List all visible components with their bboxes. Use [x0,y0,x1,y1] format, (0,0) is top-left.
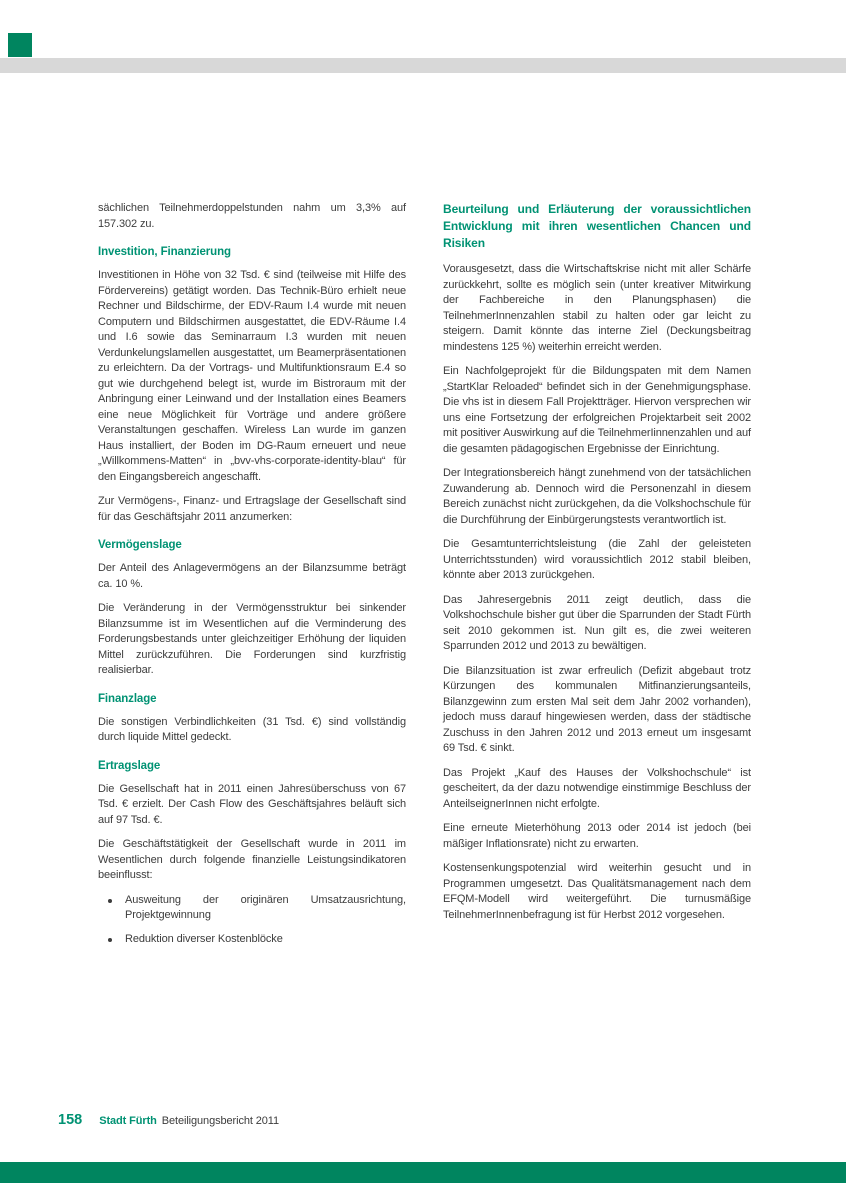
body-paragraph: Der Integrationsbereich hängt zunehmend von der tatsächlichen Zuwanderung ab. Dennoch wird die Personenzahl in diesem Bereich zunächst nicht zurückgehen, da die Volkshochschule für die Durchführung der Einbürgerungstests verantwortlich ist. [443,467,751,526]
bullet-item-text: Reduktion diverser Kostenblöcke [125,932,283,945]
body-paragraph: Vorausgesetzt, dass die Wirtschaftskrise nicht mit aller Schärfe zurückkehrt, sollte es möglich sein (unter kreativer Mitwirkung der Fachbereiche in den Planungsphasen) die TeilnehmerInnenzahlen stabil zu halten oder gar leicht zu steigern. Damit könnte das interne Ziel (Deckungsbeitrag mindestens 125 %) weiterhin erreicht werden. [443,263,751,353]
body-paragraph: Die Gesamtunterrichtsleistung (die Zahl der geleisteten Unterrichtsstunden) wird voraussichtlich 2012 stabil bleiben, könnte aber 2013 zurückgehen. [443,538,751,581]
corner-accent-square [8,33,32,57]
right-column [443,201,751,932]
section-heading: Ertragslage [98,759,161,772]
body-paragraph: Die Bilanzsituation ist zwar erfreulich (Defizit abgebaut trotz Kürzungen des kommunalen Mitfinanzierungsanteils, Bilanzgewinn zum ersten Mal seit dem Jahr 2002 vorhanden), jedoch muss darauf hingewiesen werden, dass der städtische Zuschuss in den Jahren 2012 und 2013 erneut um insgesamt 69 Tsd. € sinkt. [443,664,751,754]
section-heading: Vermögenslage [98,539,182,551]
body-paragraph: Die Veränderung in der Vermögensstruktur bei sinkender Bilanzsumme ist im Wesentlichen auf die Verminderung des Forderungsbestands unter gleichzeitiger Erhöhung der liquiden Mittel zurückzuführen. Die Forderungen sind kurzfristig realisierbar. [98,602,406,676]
section-heading: Finanzlage [98,692,157,705]
body-paragraph: Eine erneute Mieterhöhung 2013 oder 2014 ist jedoch (bei mäßiger Inflationsrate) nicht zu erwarten. [443,822,751,850]
footer-brand: Stadt Fürth [99,1115,157,1127]
body-paragraph: Die Gesellschaft hat in 2011 einen Jahresüberschuss von 67 Tsd. € erzielt. Der Cash Flow des Geschäftsjahres beläuft sich auf 97 Tsd. €. [98,782,406,826]
bullet-dot-icon [108,938,112,942]
body-paragraph: sächlichen Teilnehmerdoppelstunden nahm um 3,3% auf 157.302 zu. [98,202,406,230]
body-paragraph: Die sonstigen Verbindlichkeiten (31 Tsd. €) sind vollständig durch liquide Mittel gedeckt. [98,715,406,743]
bullet-item [98,893,406,924]
body-paragraph: Kostensenkungspotenzial wird weiterhin gesucht und in Programmen umgesetzt. Das Qualitätsmanagement nach dem EFQM-Modell wird weitergeführt. Die turnusmäßige TeilnehmerInnenbefragung ist für Herbst 2012 vorgesehen. [443,862,751,921]
body-paragraph: Investitionen in Höhe von 32 Tsd. € sind (teilweise mit Hilfe des Fördervereins) getätigt worden. Das Technik-Büro erhielt neue Rechner und Bildschirme, der EDV-Raum I.4 wurde mit neuen Computern und Bildschirmen ausgestattet, die EDV-Räume I.4 und I.6 sowie das Seminarraum I.3 wurden mit neuen Verdunkelungslamellen ausgestattet, um Beamerpräsentationen zu erleichtern. Da der Vortrags- und Multifunktionsraum E.4 so gut wie durchgehend belegt ist, wurde im Bistroraum mit der Anbringung einer Leinwand und der Installation eines Beamers eine neue Möglichkeit für Vorträge und andere größere Veranstaltungen geschaffen. Wireless Lan wurde im ganzen Haus installiert, der Boden im DG-Raum erneuert und neue „Willkommens-Matten“ in „bvv-vhs-corporate-identity-blau“ für den Eingangsbereich angeschafft. [98,269,406,483]
body-paragraph: Das Jahresergebnis 2011 zeigt deutlich, dass die Volkshochschule bisher gut über die Sparrunden der Stadt Fürth seit 2010 gekommen ist. Nun gilt es, die zwei weiteren Sparrunden 2012 und 2013 zu bewältigen. [443,593,751,652]
body-paragraph: Der Anteil des Anlagevermögens an der Bilanzsumme beträgt ca. 10 %. [98,562,406,590]
section-heading: Investition, Finanzierung [98,246,231,258]
header-divider-bar [0,58,846,73]
bullet-item [98,932,406,948]
bullet-item-text: Ausweitung der originären Umsatzausrichtung, Projektgewinnung [125,893,406,921]
left-column [98,201,406,955]
page-footer [58,1112,279,1128]
body-paragraph: Zur Vermögens-, Finanz- und Ertragslage der Gesellschaft sind für das Geschäftsjahr 2011 anzumerken: [98,495,406,523]
column-main-heading: Beurteilung und Erläuterung der voraussichtlichen Entwicklung mit ihren wesentlichen Chancen und Risiken [443,202,751,250]
footer-accent-bar [0,1162,846,1183]
body-paragraph: Die Geschäftstätigkeit der Gesellschaft wurde in 2011 im Wesentlichen durch folgende finanzielle Leistungsindikatoren beeinflusst: [98,838,406,881]
body-paragraph: Ein Nachfolgeprojekt für die Bildungspaten mit dem Namen „StartKlar Reloaded“ befindet sich in der Genehmigungsphase. Die vhs ist in diesem Fall Projektträger. Hiervon versprechen wir uns eine Fortsetzung der erfolgreichen Projektarbeit seit 2002 mit positiver Auswirkung auf die TeilnehmerIinnenzahlen und auf die gesamten pädagogischen Ergebnisse der Einrichtung. [443,365,751,455]
body-paragraph: Das Projekt „Kauf des Hauses der Volkshochschule“ ist gescheitert, da der dazu notwendige einstimmige Beschluss der AnteilseignerInnen nicht erfolgte. [443,766,751,810]
bullet-dot-icon [108,899,112,903]
page-number: 158 [58,1112,83,1128]
footer-report-title: Beteiligungsbericht 2011 [161,1115,280,1127]
